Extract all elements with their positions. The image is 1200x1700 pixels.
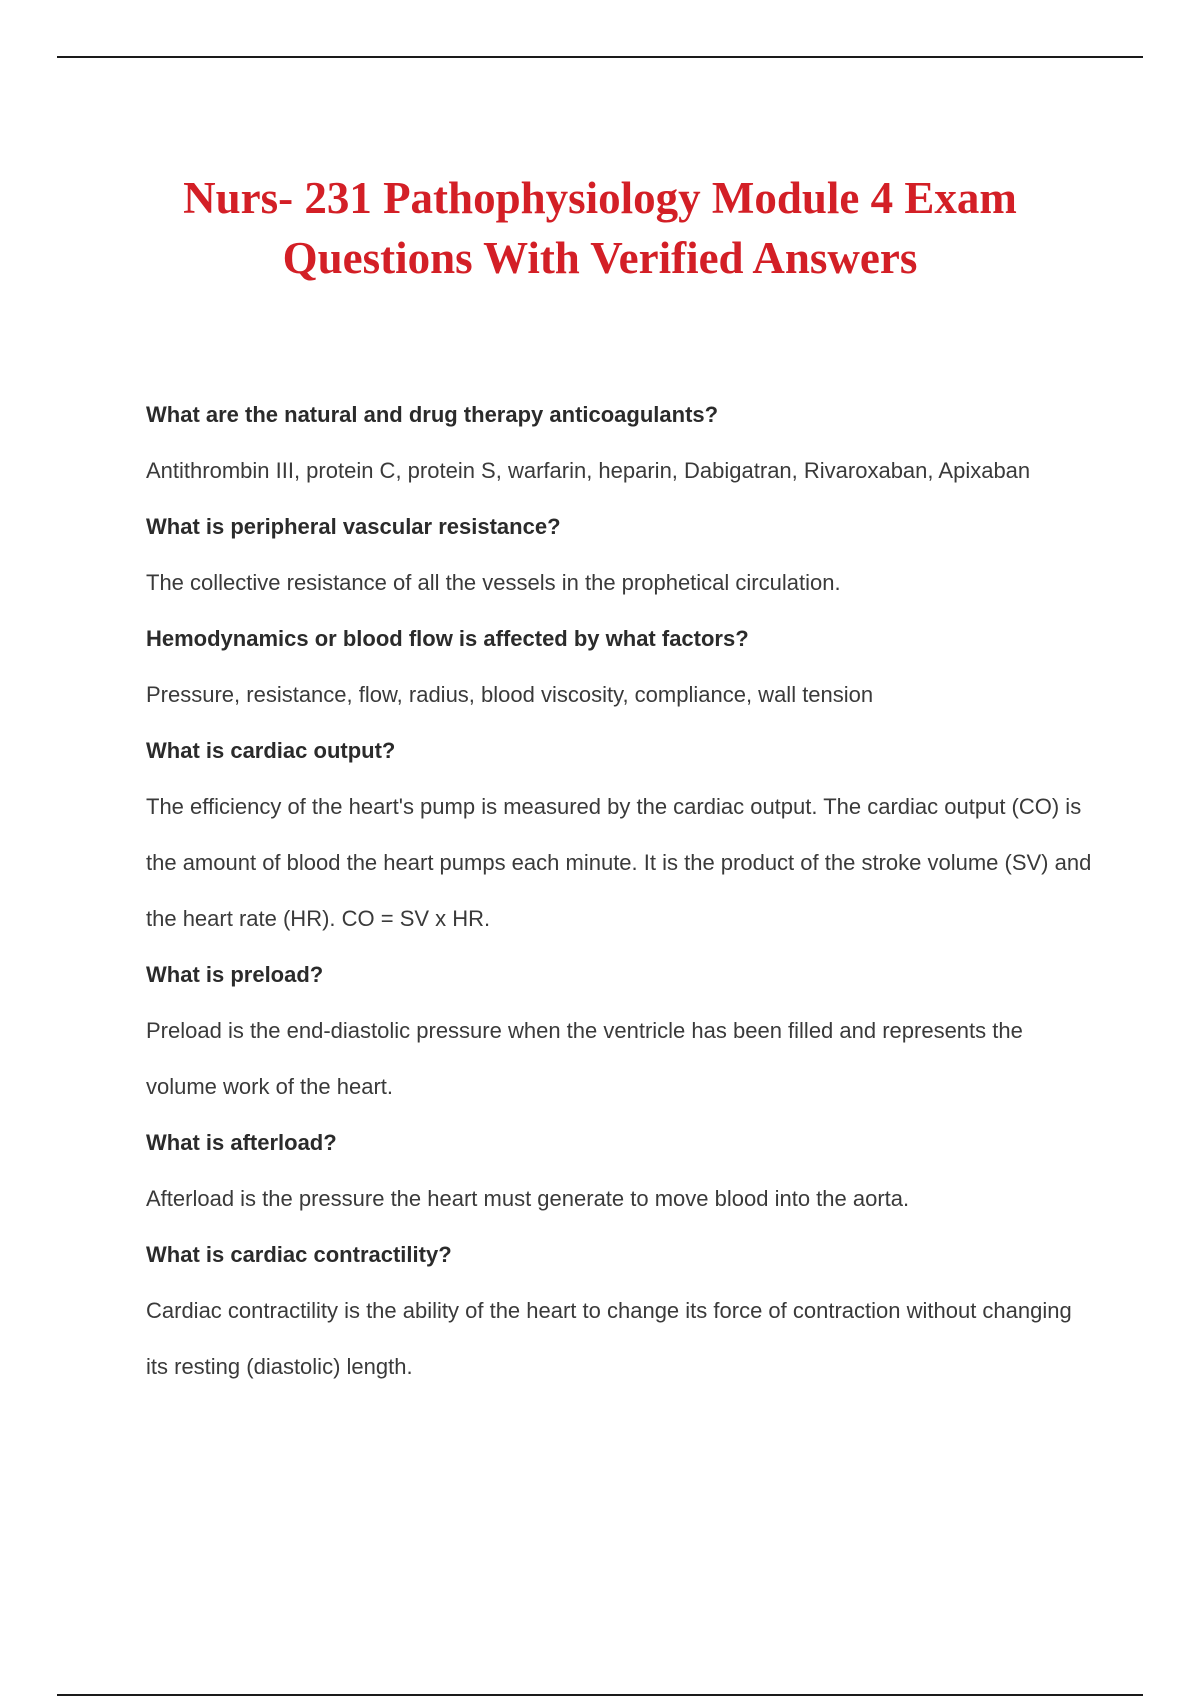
title-line-2: Questions With Verified Answers <box>282 233 918 283</box>
document-title <box>100 168 1100 288</box>
answer: The efficiency of the heart's pump is measured by the cardiac output. The cardiac output (CO) is the amount of blood the heart pumps each minute. It is the product of the stroke volume (SV) and the heart rate (HR). CO = SV x HR. <box>146 794 1092 931</box>
answer: Antithrombin III, protein C, protein S, warfarin, heparin, Dabigatran, Rivaroxaban, Apixaban <box>146 458 1031 483</box>
answer: Cardiac contractility is the ability of the heart to change its force of contraction without changing its resting (diastolic) length. <box>146 1298 1072 1379</box>
question: What is peripheral vascular resistance? <box>146 514 561 539</box>
question: What is preload? <box>146 962 324 987</box>
answer: Afterload is the pressure the heart must generate to move blood into the aorta. <box>146 1186 910 1211</box>
qa-item <box>146 611 1096 723</box>
answer: The collective resistance of all the vessels in the prophetical circulation. <box>146 570 841 595</box>
qa-list <box>146 387 1096 1395</box>
question: What is cardiac contractility? <box>146 1242 452 1267</box>
bottom-divider <box>57 1694 1143 1696</box>
answer: Preload is the end-diastolic pressure when the ventricle has been filled and represents the volume work of the heart. <box>146 1018 1023 1099</box>
question: What is cardiac output? <box>146 738 396 763</box>
qa-item <box>146 947 1096 1115</box>
qa-item <box>146 1227 1096 1395</box>
question: What are the natural and drug therapy anticoagulants? <box>146 402 719 427</box>
question: What is afterload? <box>146 1130 337 1155</box>
answer: Pressure, resistance, flow, radius, blood viscosity, compliance, wall tension <box>146 682 874 707</box>
qa-item <box>146 723 1096 947</box>
title-line-1: Nurs- 231 Pathophysiology Module 4 Exam <box>183 173 1017 223</box>
qa-item <box>146 499 1096 611</box>
question: Hemodynamics or blood flow is affected by what factors? <box>146 626 749 651</box>
qa-item <box>146 1115 1096 1227</box>
top-divider <box>57 56 1143 58</box>
qa-item <box>146 387 1096 499</box>
